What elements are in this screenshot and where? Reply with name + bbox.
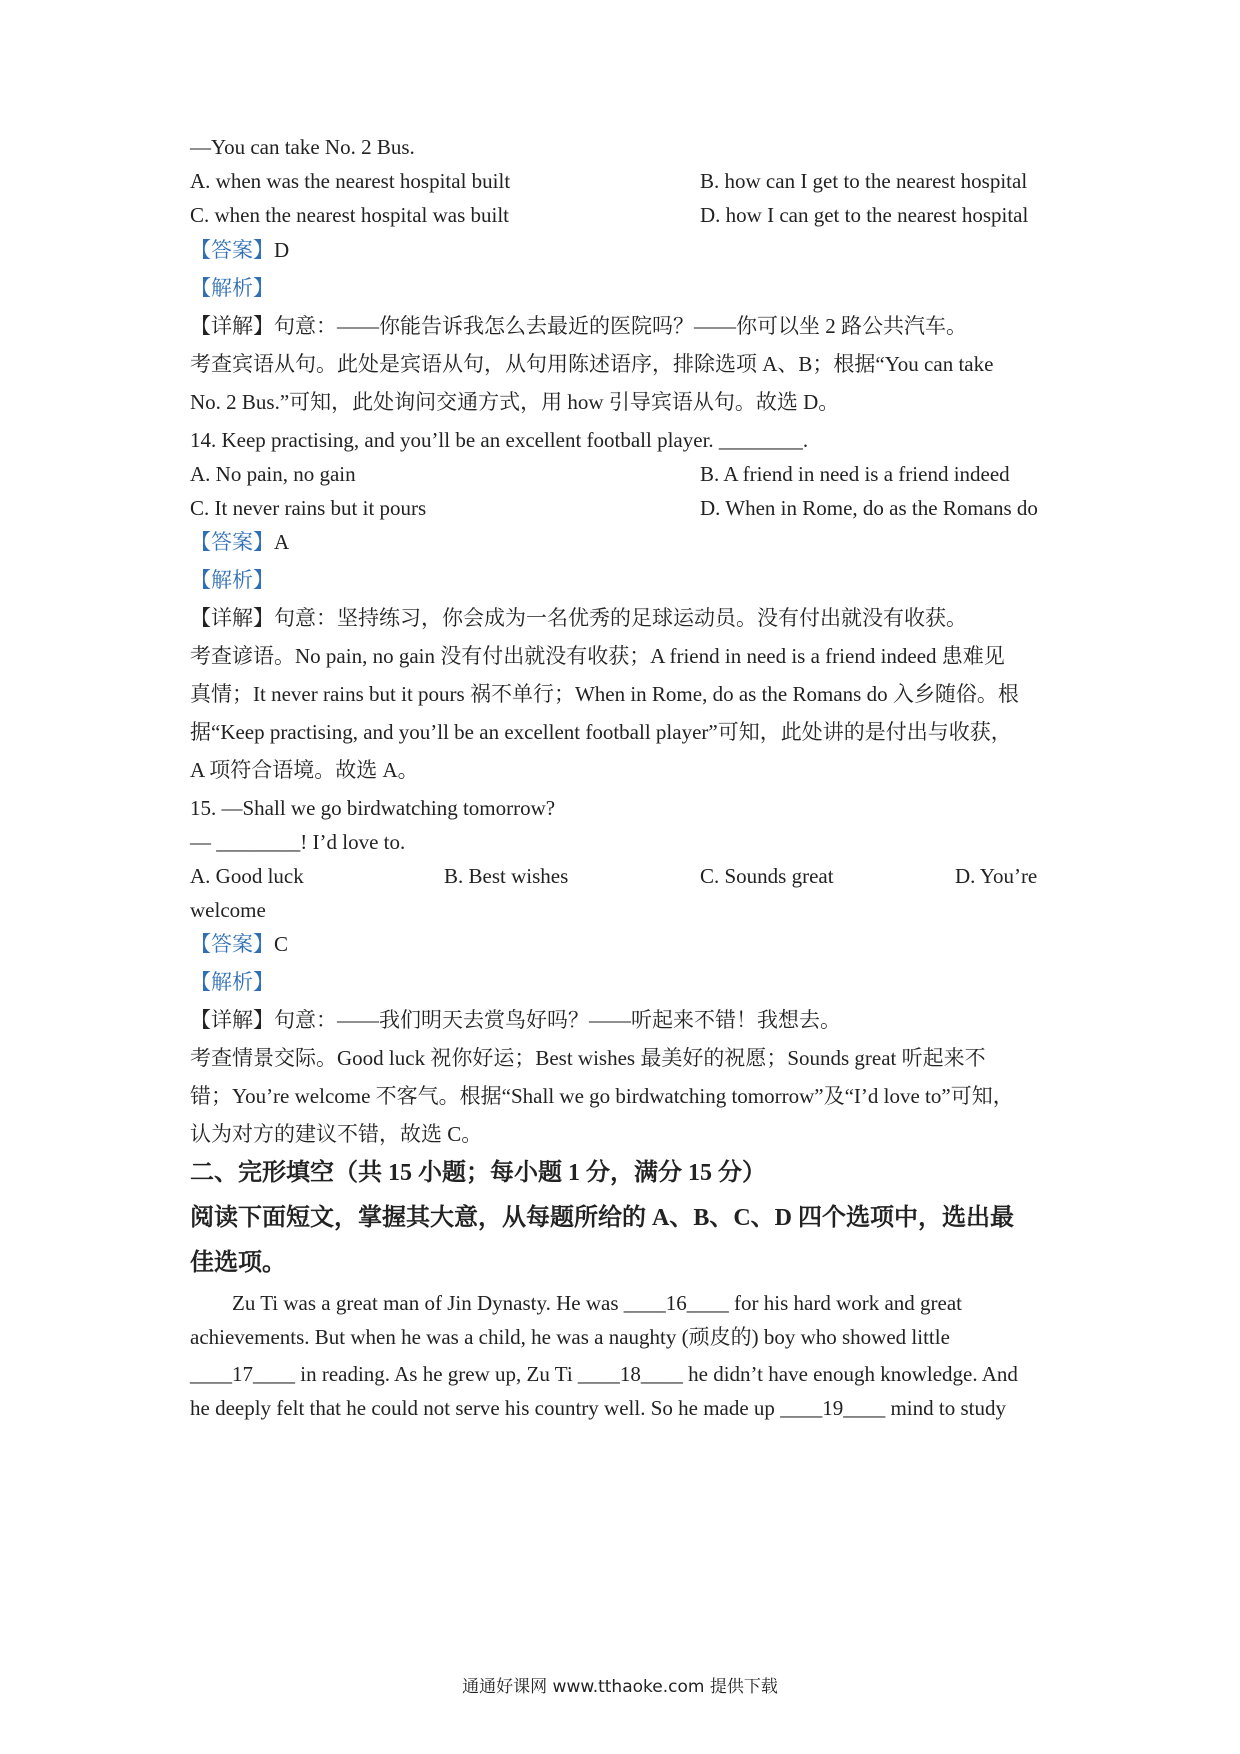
answer-tag: 【答案】 xyxy=(190,530,274,554)
blank-19: ____19____ xyxy=(780,1396,886,1420)
passage-line-3 xyxy=(190,1361,1018,1387)
passage-line-2: achievements. But when he was a child, he was a naughty (顽皮的) boy who showed little xyxy=(190,1325,950,1349)
q14-analysis-tag: 【解析】 xyxy=(190,568,274,592)
detail-tag: 【详解】 xyxy=(190,314,274,338)
q14-option-c: C. It never rains but it pours xyxy=(190,496,427,520)
section-instruction-1: 阅读下面短文，掌握其大意，从每题所给的 A、B、C、D 四个选项中，选出最 xyxy=(190,1205,1015,1231)
detail-tag: 【详解】 xyxy=(190,1008,274,1032)
q15-detail-3: 错；You’re welcome 不客气。根据“Shall we go birdwatching tomorrow”及“I’d love to”可知， xyxy=(190,1084,1014,1108)
q13-reply: —You can take No. 2 Bus. xyxy=(190,135,415,159)
passage-text: Zu Ti was a great man of Jin Dynasty. He was xyxy=(232,1291,624,1315)
q15-detail-1 xyxy=(190,1007,841,1033)
q14-option-d: D. When in Rome, do as the Romans do xyxy=(700,496,1038,520)
detail-tag: 【详解】 xyxy=(190,606,274,630)
q13-option-a: A. when was the nearest hospital built xyxy=(190,169,511,193)
q15-reply: — ________! I’d love to. xyxy=(190,830,406,854)
q15-stem: 15. —Shall we go birdwatching tomorrow? xyxy=(190,796,556,820)
q14-answer: A xyxy=(274,530,290,554)
passage-text: he deeply felt that he could not serve his country well. So he made up xyxy=(190,1396,781,1420)
passage-line-1 xyxy=(232,1290,962,1316)
answer-tag: 【答案】 xyxy=(190,238,274,262)
blank-18: ____18____ xyxy=(577,1362,683,1386)
q13-answer-line xyxy=(190,237,289,263)
q14-detail-5: A 项符合语境。故选 A。 xyxy=(190,758,419,782)
q13-analysis-tag: 【解析】 xyxy=(190,276,274,300)
blank-17: ____17____ xyxy=(190,1362,295,1386)
q13-detail-1 xyxy=(190,313,967,339)
q14-detail-3: 真情；It never rains but it pours 祸不单行；When in Rome, do as the Romans do 入乡随俗。根 xyxy=(190,682,1019,706)
q13-answer: D xyxy=(274,238,290,262)
detail-text: 句意：坚持练习，你会成为一名优秀的足球运动员。没有付出就没有收获。 xyxy=(274,606,967,630)
q13-option-d: D. how I can get to the nearest hospital xyxy=(700,203,1029,227)
passage-text: for his hard work and great xyxy=(728,1291,963,1315)
q14-option-b: B. A friend in need is a friend indeed xyxy=(700,462,1010,486)
answer-tag: 【答案】 xyxy=(190,932,274,956)
q14-detail-4: 据“Keep practising, and you’ll be an excellent football player”可知，此处讲的是付出与收获， xyxy=(190,720,1012,744)
q15-option-d-cont: welcome xyxy=(190,898,266,922)
q15-option-b: B. Best wishes xyxy=(444,864,569,888)
q15-analysis-tag: 【解析】 xyxy=(190,970,274,994)
q14-option-a: A. No pain, no gain xyxy=(190,462,356,486)
page-footer: 通通好课网 www.tthaoke.com 提供下载 xyxy=(462,1677,778,1697)
q15-answer: C xyxy=(274,932,289,956)
q15-option-d: D. You’re xyxy=(955,864,1038,888)
q14-stem: 14. Keep practising, and you’ll be an excellent football player. ________. xyxy=(190,428,809,452)
section-instruction-2: 佳选项。 xyxy=(190,1250,286,1276)
q13-option-c: C. when the nearest hospital was built xyxy=(190,203,510,227)
q15-detail-4: 认为对方的建议不错，故选 C。 xyxy=(190,1122,483,1146)
q15-option-c: C. Sounds great xyxy=(700,864,834,888)
q14-detail-2: 考查谚语。No pain, no gain 没有付出就没有收获；A friend in need is a friend indeed 患难见 xyxy=(190,644,1005,668)
blank-16: ____16____ xyxy=(623,1291,729,1315)
q13-detail-2: 考查宾语从句。此处是宾语从句，从句用陈述语序，排除选项 A、B；根据“You can take xyxy=(190,352,994,376)
passage-text: mind to study xyxy=(885,1396,1006,1420)
detail-text: 句意：——你能告诉我怎么去最近的医院吗？——你可以坐 2 路公共汽车。 xyxy=(274,314,967,338)
q14-answer-line xyxy=(190,529,289,555)
q15-answer-line xyxy=(190,931,288,957)
passage-text: he didn’t have enough knowledge. And xyxy=(682,1362,1018,1386)
q13-option-b: B. how can I get to the nearest hospital xyxy=(700,169,1028,193)
q15-detail-2: 考查情景交际。Good luck 祝你好运；Best wishes 最美好的祝愿；Sounds great 听起来不 xyxy=(190,1046,986,1070)
q15-option-a: A. Good luck xyxy=(190,864,304,888)
passage-line-4 xyxy=(190,1395,1006,1421)
section-heading: 二、完形填空（共 15 小题；每小题 1 分，满分 15 分） xyxy=(190,1160,766,1186)
passage-text: in reading. As he grew up, Zu Ti xyxy=(295,1362,578,1386)
q13-detail-3: No. 2 Bus.”可知，此处询问交通方式，用 how 引导宾语从句。故选 D。 xyxy=(190,390,840,414)
detail-text: 句意：——我们明天去赏鸟好吗？——听起来不错！我想去。 xyxy=(274,1008,841,1032)
q14-detail-1 xyxy=(190,605,967,631)
